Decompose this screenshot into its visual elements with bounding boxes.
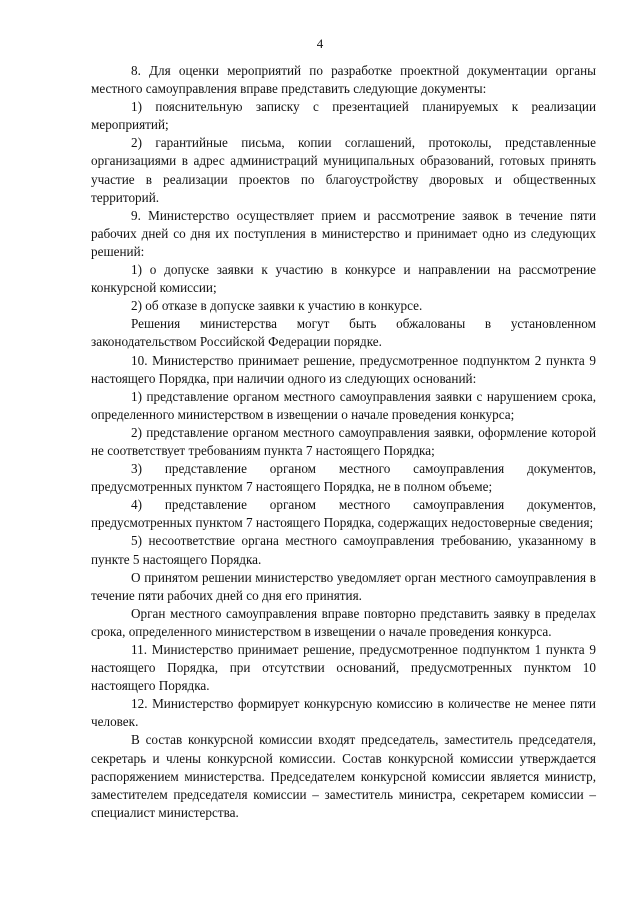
paragraph-10-item-3: 3) представление органом местного самоуправления документов, предусмотренных пунктом 7 настоящего Порядка, не в полном объеме; [91,461,596,495]
paragraph-9-intro: 9. Министерство осуществляет прием и рассмотрение заявок в течение пяти рабочих дней со дня их поступления в министерство и принимает одно из следующих решений: [91,207,596,259]
paragraph-10-item-2: 2) представление органом местного самоуправления заявки, оформление которой не соответствует требованиям пункта 7 настоящего Порядка; [91,424,596,458]
paragraph-10-item-1: 1) представление органом местного самоуправления заявки с нарушением срока, определенного министерством в извещении о начале проведения конкурса; [91,388,596,422]
paragraph-10-resubmission: Орган местного самоуправления вправе повторно представить заявку в пределах срока, определенного министерством в извещении о начале проведения конкурса. [91,605,596,639]
paragraph-8-intro: 8. Для оценки мероприятий по разработке проектной документации органы местного самоуправления вправе представить следующие документы: [91,63,596,97]
paragraph-10-item-4: 4) представление органом местного самоуправления документов, предусмотренных пунктом 7 настоящего Порядка, содержащих недостоверные сведения; [91,497,596,531]
paragraph-10-intro: 10. Министерство принимает решение, предусмотренное подпунктом 2 пункта 9 настоящего Порядка, при наличии одного из следующих оснований: [91,352,596,386]
document-body [91,62,596,822]
paragraph-11: 11. Министерство принимает решение, предусмотренное подпунктом 1 пункта 9 настоящего Порядка, при отсутствии оснований, предусмотренных пунктом 10 настоящего Порядка. [91,642,596,694]
paragraph-9-item-1: 1) о допуске заявки к участию в конкурсе и направлении на рассмотрение конкурсной комиссии; [91,262,596,296]
paragraph-8-item-2: 2) гарантийные письма, копии соглашений, протоколы, представленные организациями в адрес администраций муниципальных образований, готовых принять участие в реализации проектов по благоустройству дворовых и общественных территорий. [91,135,596,205]
page-number: 4 [316,36,324,51]
paragraph-8-item-1: 1) пояснительную записку с презентацией планируемых к реализации мероприятий; [91,99,596,133]
paragraph-12-intro: 12. Министерство формирует конкурсную комиссию в количестве не менее пяти человек. [91,696,596,730]
paragraph-10-item-5: 5) несоответствие органа местного самоуправления требованию, указанному в пункте 5 настоящего Порядка. [91,533,596,567]
paragraph-9-item-2: 2) об отказе в допуске заявки к участию в конкурсе. [131,298,423,314]
paragraph-10-notification: О принятом решении министерство уведомляет орган местного самоуправления в течение пяти рабочих дней со дня его принятия. [91,569,596,603]
paragraph-9-appeal: Решения министерства могут быть обжалованы в установленном законодательством Российской Федерации порядке. [91,316,596,350]
paragraph-12-composition: В состав конкурсной комиссии входят председатель, заместитель председателя, секретарь и члены конкурсной комиссии. Состав конкурсной комиссии утверждается распоряжением министерства. Председателем конкурсной комиссии является министр, заместителем председателя комиссии – заместитель министра, секретарем комиссии – специалист министерства. [91,732,596,820]
